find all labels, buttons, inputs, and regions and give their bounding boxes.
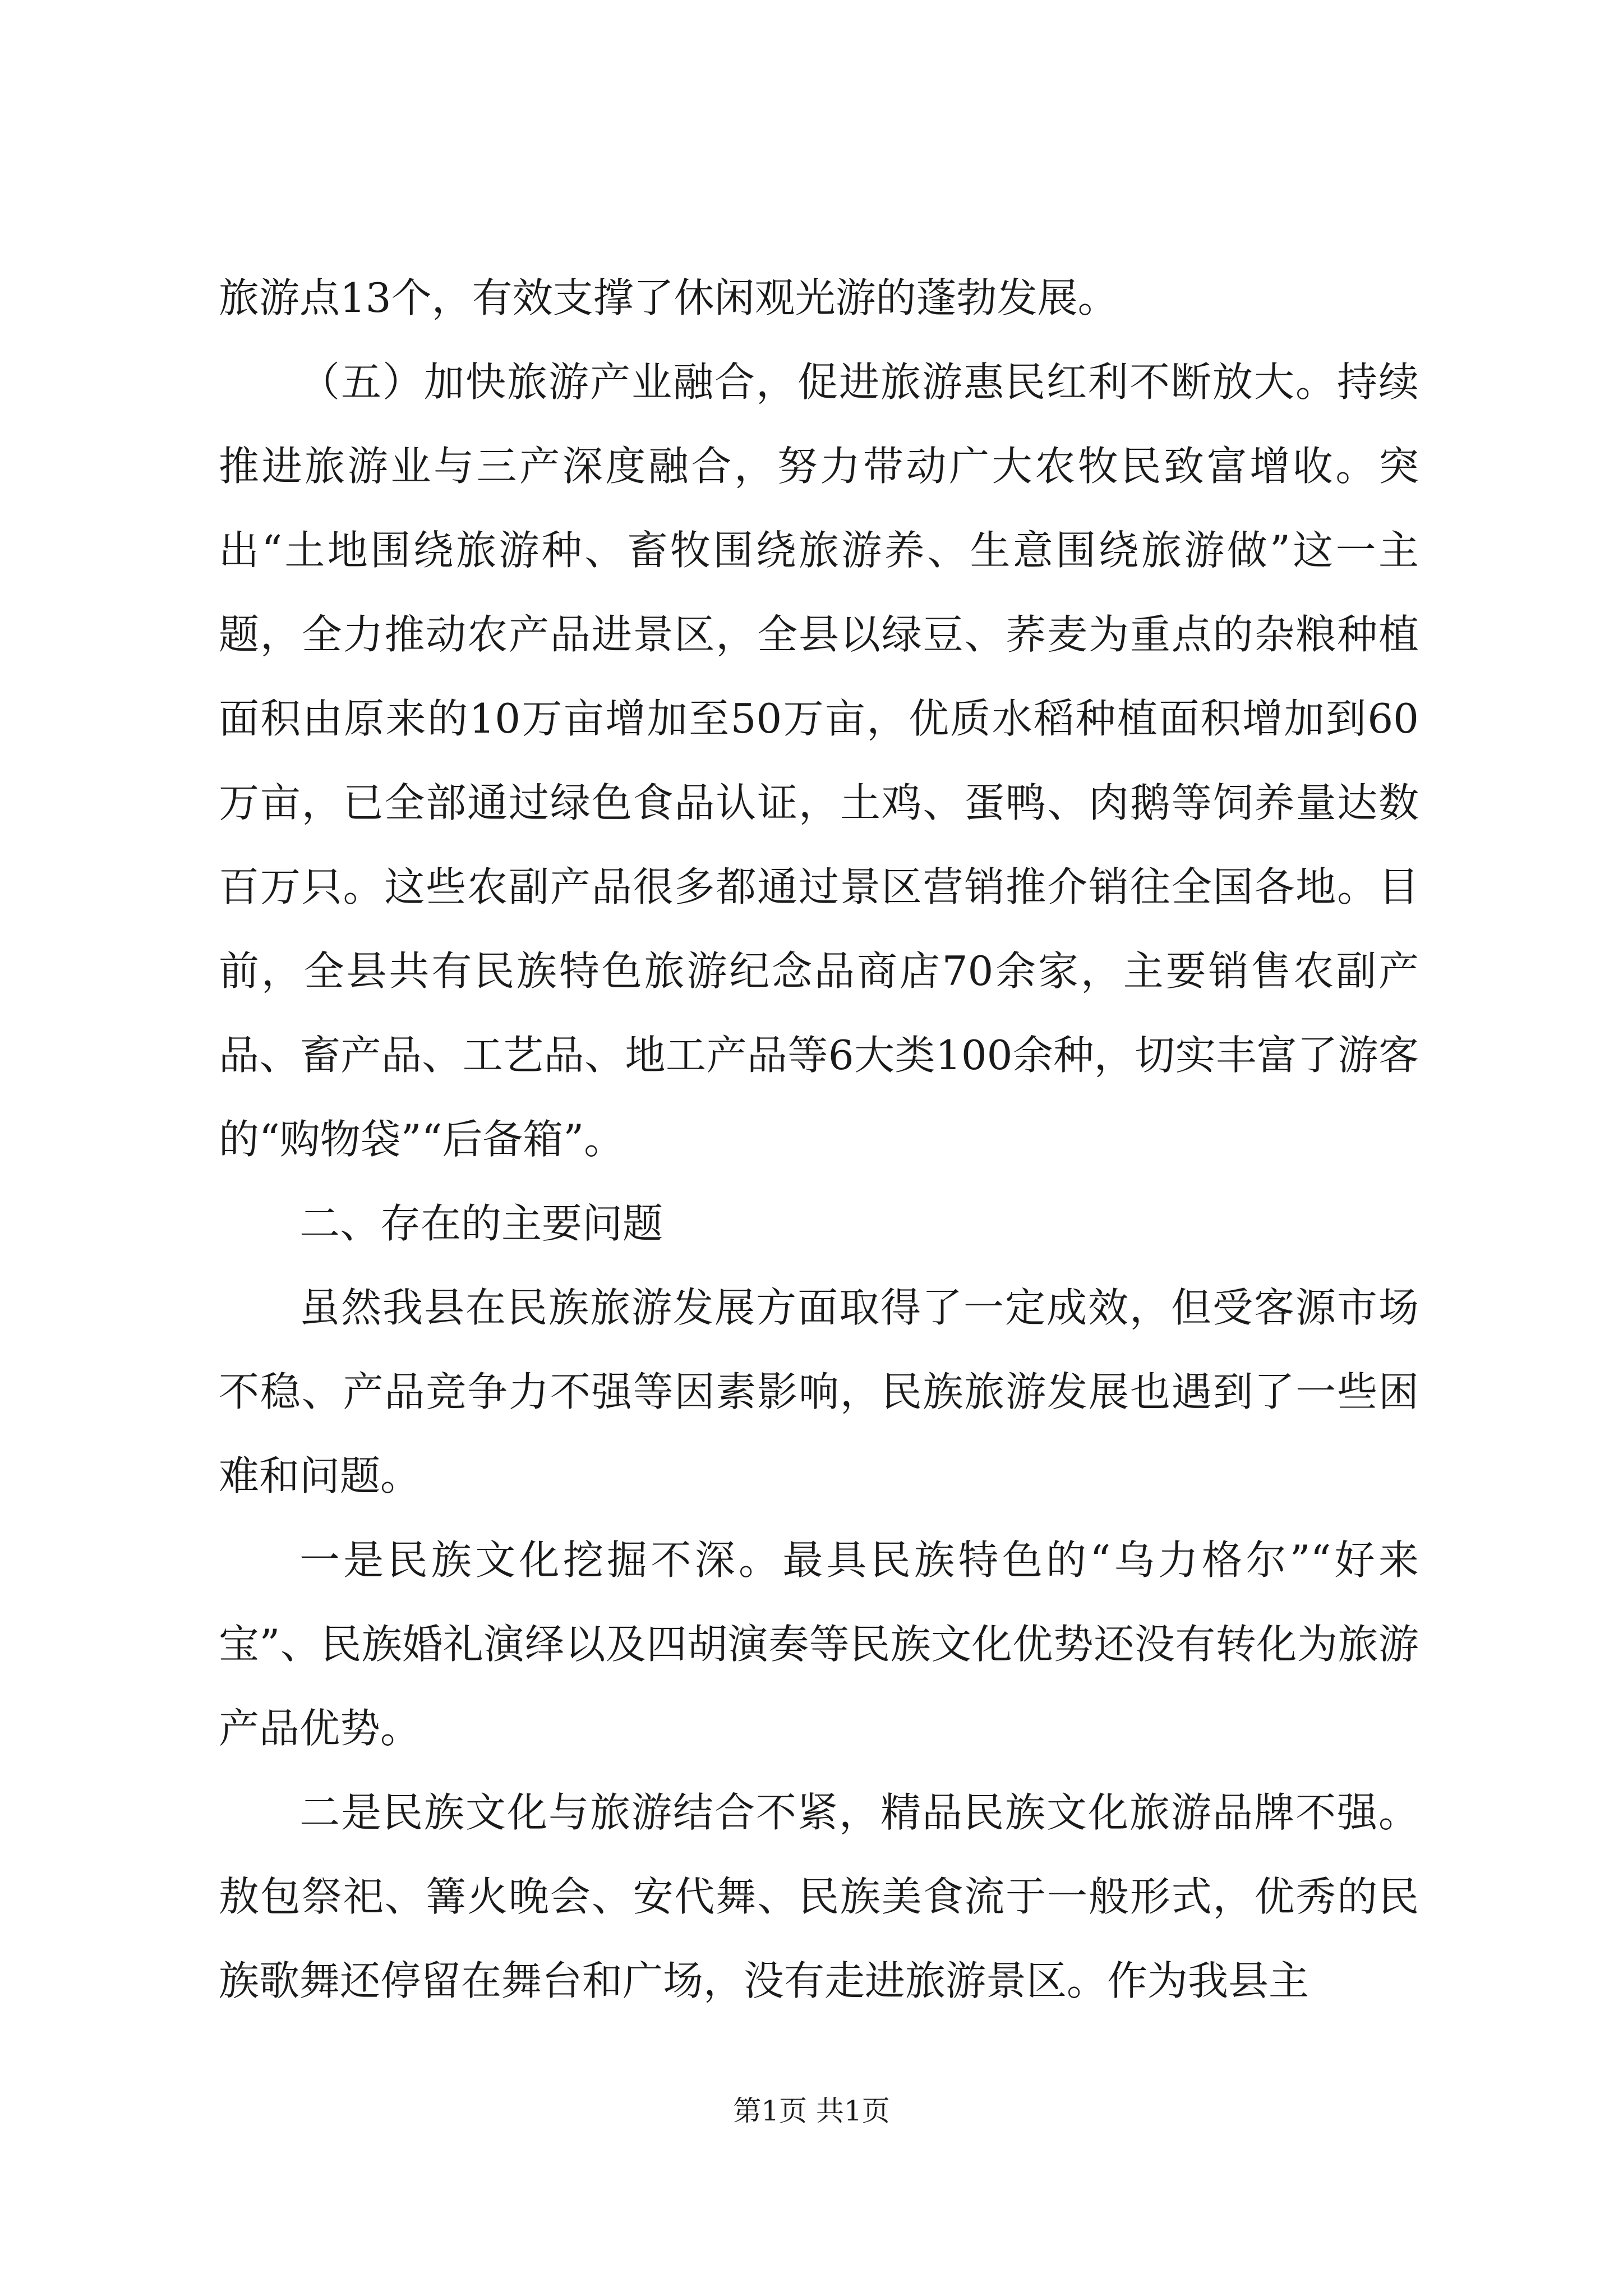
paragraph-4: 虽然我县在民族旅游发展方面取得了一定成效，但受客源市场不稳、产品竞争力不强等因素影响，民族旅游发展也遇到了一些困难和问题。 [219, 1284, 1419, 1499]
page-footer [0, 2091, 1623, 2131]
paragraph-2: （五）加快旅游产业融合，促进旅游惠民红利不断放大。持续推进旅游业与三产深度融合，努力带动广大农牧民致富增收。突出“土地围绕旅游种、畜牧围绕旅游养、生意围绕旅游做”这一主题，全力推动农产品进景区，全县以绿豆、荞麦为重点的杂粮种植面积由原来的10万亩增加至50万亩，优质水稻种植面积增加到60万亩，已全部通过绿色食品认证，土鸡、蛋鸭、肉鹅等饲养量达数百万只。这些农副产品很多都通过景区营销推介销往全国各地。目前，全县共有民族特色旅游纪念品商店70余家，主要销售农副产品、畜产品、工艺品、地工产品等6大类100余种，切实丰富了游客的“购物袋”“后备箱”。 [219, 358, 1419, 1163]
body-text [219, 256, 1419, 2023]
paragraph-1: 旅游点13个，有效支撑了休闲观光游的蓬勃发展。 [219, 274, 1118, 321]
section-heading: 二、存在的主要问题 [299, 1200, 663, 1247]
page-number: 第1页 共1页 [733, 2095, 890, 2127]
paragraph-6: 二是民族文化与旅游结合不紧，精品民族文化旅游品牌不强。敖包祭祀、篝火晚会、安代舞、民族美食流于一般形式，优秀的民族歌舞还停留在舞台和广场，没有走进旅游景区。作为我县主 [219, 1789, 1419, 2004]
paragraph-5: 一是民族文化挖掘不深。最具民族特色的“乌力格尔”“好来宝”、民族婚礼演绎以及四胡演奏等民族文化优势还没有转化为旅游产品优势。 [219, 1536, 1419, 1752]
